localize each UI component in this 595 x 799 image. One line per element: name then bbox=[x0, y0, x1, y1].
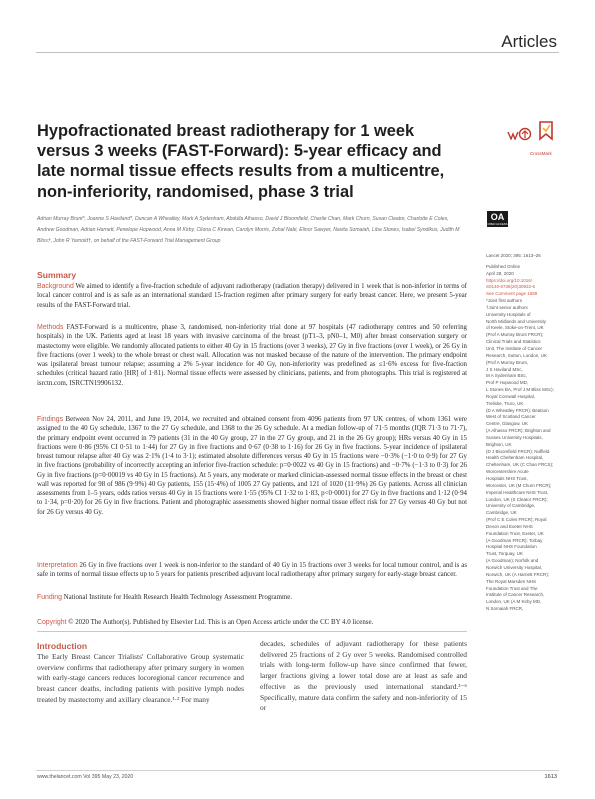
abstract-methods-text: FAST-Forward is a multicentre, phase 3, randomised, non-inferiority trial done at 97 hospitals (47 radiotherapy centres and 50 referring hospitals) in the UK. Patients aged at least 18 years with invasive carcinoma of the breast (pT1–3, pN0–1, M0) after breast conservation surgery or mastectomy were eligible. We randomly allocated patients to either 40 Gy in 15 fractions (over 3 weeks), 27 Gy in five fractions (over 1 week), or 26 Gy in five fractions (over 1 week) to the whole breast or chest wall. Allocation was not masked because of the nature of the intervention. The primary endpoint was ipsilateral breast tumour relapse; assuming a 2% 5-year incidence for 40 Gy, non-inferiority was predefined as ≤1·6% excess for five-fraction schedules (critical hazard ratio [HR] of 1·81). Normal tissue effects were assessed by clinicians, patients, and from photographs. This trial is registered at isrctn.com, ISRCTN19906132. bbox=[37, 324, 467, 387]
sidebar-line: Sussex University Hospitals, bbox=[486, 434, 543, 440]
abstract-findings-text: Between Nov 24, 2011, and June 19, 2014, we recruited and obtained consent from 4096 patients from 97 UK centres, of whom 1361 were assigned to the 40 Gy schedule, 1367 to the 27 Gy schedule, and 1368 to the 26 Gy schedule. At a median follow-up of 71·5 months (IQR 71·3 to 71·7), the primary endpoint event occurred in 79 patients (31 in the 40 Gy group, 27 in the 27 Gy group, and 21 in the 26 Gy group); HRs versus 40 Gy in 15 fractions were 0·86 (95% CI 0·51 to 1·44) for 27 Gy in five fractions and 0·67 (0·38 to 1·16) for 26 Gy in five fractions. 5-year incidence of ipsilateral breast tumour relapse after 40 Gy was 2·1% (1·4 to 3·1); estimated absolute differences versus 40 Gy in 15 fractions were −0·3% (−1·0 to 0·9) for 27 Gy in five fractions (probability of incorrectly accepting an inferior five-fraction schedule: p=0·0022 vs 40 Gy in 15 fractions) and −0·7% (−1·3 to 0·3) for 26 Gy in five fractions (p=0·00019 vs 40 Gy in 15 fractions). At 5 years, any moderate or marked clinician-assessed normal tissue effects in the breast or chest wall was reported for 98 of 986 (9·9%) 40 Gy patients, 155 (15·4%) of 1005 27 Gy patients, and 121 of 1020 (11·9%) 26 Gy patients. Across all clinician assessments from 1–5 years, odds ratios versus 40 Gy in 15 fractions were 1·55 (95% CI 1·32 to 1·83, p<0·0001) for 27 Gy in five fractions and 1·12 (0·94 to 1·34, p=0·20) for 26 Gy in five fractions. Patient and photographic assessments showed higher normal tissue effect risk for 27 Gy versus 40 Gy but not for 26 Gy versus 40 Gy. bbox=[37, 416, 467, 516]
sidebar-line: (Prof A Murray Brunt FRCR); bbox=[486, 332, 544, 338]
sidebar-line: London, UK (A M Kirby MD, bbox=[486, 599, 542, 605]
sidebar-line: Treliske, Truro, UK bbox=[486, 400, 524, 406]
sidebar-line: Centre, Glasgow, UK bbox=[486, 421, 529, 427]
sidebar-line: (D J Bloomfield FRCR); Nuffield bbox=[486, 448, 550, 454]
sidebar-line: (Prof A Murray Brunt, bbox=[486, 359, 529, 365]
abstract-copyright-text: © 2020 The Author(s). Published by Elsevier Ltd. This is an Open Access article under the CC BY 4.0 license. bbox=[68, 619, 374, 626]
abstract-funding-label: Funding bbox=[37, 594, 62, 601]
page-number: 1613 bbox=[544, 774, 557, 780]
abstract-interpretation bbox=[37, 561, 467, 580]
abstract-copyright-label: Copyright bbox=[37, 619, 67, 626]
sidebar-line: Imperial Healthcare NHS Trust, bbox=[486, 489, 549, 495]
sidebar-line: Unit, The Institute of Cancer bbox=[486, 345, 542, 351]
sidebar-line: (A Goodman FRCR); Torbay bbox=[486, 537, 543, 543]
oa-badge-text: OA bbox=[490, 212, 505, 222]
crossmark-icon[interactable] bbox=[538, 121, 554, 143]
sidebar-line: Worcestershire Acute bbox=[486, 469, 529, 475]
sidebar-line: N Somaiah FRCR, bbox=[486, 606, 524, 612]
crossmark-label: CrossMark bbox=[530, 151, 552, 156]
sidebar-line: Norwich, UK (A Harnett FRCR); bbox=[486, 571, 550, 577]
abstract-background bbox=[37, 282, 467, 310]
sidebar-line: Prof P Hopwood MD, bbox=[486, 380, 529, 386]
sidebar-line: University of Cambridge, bbox=[486, 503, 536, 509]
open-link-icon[interactable] bbox=[507, 130, 519, 140]
sidebar-line: The Royal Marsden NHS bbox=[486, 578, 537, 584]
sidebar-line: London, UK (S Cleator FRCR); bbox=[486, 496, 548, 502]
sidebar-line: North Midlands and University bbox=[486, 318, 547, 324]
sidebar-line: Cheltenham, UK (C Chan FRCS); bbox=[486, 462, 554, 468]
sidebar-line: Clinical Trials and Statistics bbox=[486, 339, 541, 345]
sidebar-line: Research, Sutton, London, UK bbox=[486, 352, 548, 358]
sidebar-line: Worcester, UK (M Churn FRCR); bbox=[486, 482, 552, 488]
sidebar-line: Norwich University Hospital, bbox=[486, 564, 543, 570]
sidebar-line: Lancet 2020; 395: 1613–26 bbox=[486, 253, 541, 258]
sidebar-line: (A Goodman); Norfolk and bbox=[486, 558, 539, 564]
abstract-methods bbox=[37, 323, 467, 388]
sidebar-line[interactable]: S0140-6736(20)30932-6 bbox=[486, 284, 536, 290]
sidebar-line: L Stones BA, Prof J M Bliss MSc); bbox=[486, 387, 554, 393]
abstract-interpretation-text: 26 Gy in five fractions over 1 week is non-inferior to the standard of 40 Gy in 15 fractions over 3 weeks for local tumour control, and is as safe in terms of normal tissue effects up to 5 years for patients prescribed adjuvant local radiotherapy after primary surgery for early-stage breast cancer. bbox=[37, 562, 467, 579]
sidebar-line: Brighton, UK bbox=[486, 441, 512, 447]
sidebar-line: April 28, 2020 bbox=[486, 270, 514, 276]
journal-section-label: Articles bbox=[501, 32, 557, 51]
sidebar-line: Published Online bbox=[486, 263, 521, 269]
journal-footer-citation: www.thelancet.com Vol 395 May 23, 2020 bbox=[37, 774, 134, 780]
abstract-copyright bbox=[37, 618, 467, 627]
abstract-funding-text: National Institute for Health Research Health Technology Assessment Programme. bbox=[63, 594, 293, 601]
sidebar-line: (A Alhasso FRCR); Brighton and bbox=[486, 428, 551, 434]
sidebar-line: Foundation Trust, Exeter, UK bbox=[486, 530, 544, 536]
sidebar-line: Royal Cornwall Hospital, bbox=[486, 393, 536, 399]
author-list: Adrian Murray Brunt*, Joanne S Haviland*, Duncan A Wheatley, Mark A Sydenham, Abdulla Alhasso, David J Bloomfield, Charlie Chan, Mark Churn, Susan Cleator, Charlotte E Coles, Andrew Goodman, Adrian Harnett, Penelope Hopwood, Anna M Kirby, Cliona C Kirwan, Carolyn Morris, Zohal Nabi, Elinor Sawyer, Navita Somaiah, Liba Stones, Isabel Syndikus, Judith M Bliss†, John R Yarnold†, on behalf of the FAST-Forward Trial Management Group bbox=[37, 216, 460, 244]
sidebar-line: of Keele, Stoke-on-Trent, UK bbox=[486, 325, 544, 331]
sidebar-line: †Joint senior authors bbox=[486, 304, 528, 310]
sidebar-line: Foundation Trust and The bbox=[486, 585, 538, 591]
sidebar-line: West of Scotland Cancer bbox=[486, 414, 536, 420]
sidebar-line: (D A Wheatley FRCR); Beatson bbox=[486, 407, 549, 413]
sidebar-line: Institute of Cancer Research, bbox=[486, 592, 545, 598]
sidebar-line: Devon and Exeter NHS bbox=[486, 523, 533, 529]
sidebar-line: University Hospitals of bbox=[486, 311, 531, 317]
sidebar-line: M A Sydenham BSc, bbox=[486, 373, 528, 379]
abstract-methods-label: Methods bbox=[37, 324, 64, 331]
article-title: Hypofractionated breast radiotherapy for 1 week versus 3 weeks (FAST-Forward): 5-year efficacy and late normal tissue effects results from a multicentre, non-inferiority, randomised, phase 3 trial bbox=[37, 122, 445, 201]
sidebar-line: *Joint first authors bbox=[486, 298, 523, 304]
sidebar-line[interactable]: See Comment page 1588 bbox=[486, 291, 538, 297]
intro-column-right: decades, schedules of adjuvant radiotherapy for these patients delivered 25 fractions of 2 Gy over 5 weeks. Randomised controlled trials with long-term follow-up have since confirmed that fewer, larger fractions giving a lower total dose are at least as safe and effective as the previously used international standard.³⁻⁶ Specifically, mature data confirm the safety and non-inferiority of 15 or bbox=[260, 639, 467, 713]
sidebar-line: (Prof C E Coles FRCR); Royal bbox=[486, 517, 547, 523]
introduction-heading: Introduction bbox=[37, 641, 88, 651]
sidebar-line: Cambridge, UK bbox=[486, 510, 517, 516]
summary-heading: Summary bbox=[37, 270, 77, 280]
header-divider bbox=[36, 52, 559, 53]
intro-divider bbox=[37, 631, 467, 632]
open-access-subtext: OPEN ACCESS bbox=[487, 222, 508, 226]
abstract-findings-label: Findings bbox=[37, 416, 64, 423]
article-action-icons bbox=[507, 121, 563, 155]
sidebar-line[interactable]: https://doi.org/10.1016/ bbox=[486, 277, 533, 283]
sidebar-line: Health Cheltenham Hospital, bbox=[486, 455, 544, 461]
sidebar-line: J S Haviland MSc, bbox=[486, 366, 523, 372]
abstract-background-text: We aimed to identify a five-fraction schedule of adjuvant radiotherapy (radiation therapy) delivered in 1 week that is non-inferior in terms of local cancer control and is as safe as an international standard 15-fraction regimen after primary surgery for early breast cancer. Here, we present 5-year results of the FAST-Forward trial. bbox=[37, 283, 467, 309]
footer-divider bbox=[36, 770, 559, 771]
intro-column-left: The Early Breast Cancer Trialists' Collaborative Group systematic overview confirms that radiotherapy after primary surgery in women with early-stage cancers reduces locoregional cancer recurrence and breast cancer deaths, including patients with positive lymph nodes treated by mastectomy and axillary clearance.¹·² For many bbox=[37, 652, 244, 704]
abstract-interpretation-label: Interpretation bbox=[37, 562, 78, 569]
abstract-findings bbox=[37, 415, 467, 517]
sidebar-line: Hospital NHS Foundation bbox=[486, 544, 537, 550]
share-icon[interactable] bbox=[518, 127, 534, 141]
abstract-funding bbox=[37, 593, 467, 602]
sidebar-line: Hospitals NHS Trust, bbox=[486, 476, 528, 481]
abstract-background-label: Background bbox=[37, 283, 74, 290]
sidebar-line: Trust, Torquay, UK bbox=[486, 551, 523, 557]
article-sidebar bbox=[486, 253, 568, 613]
